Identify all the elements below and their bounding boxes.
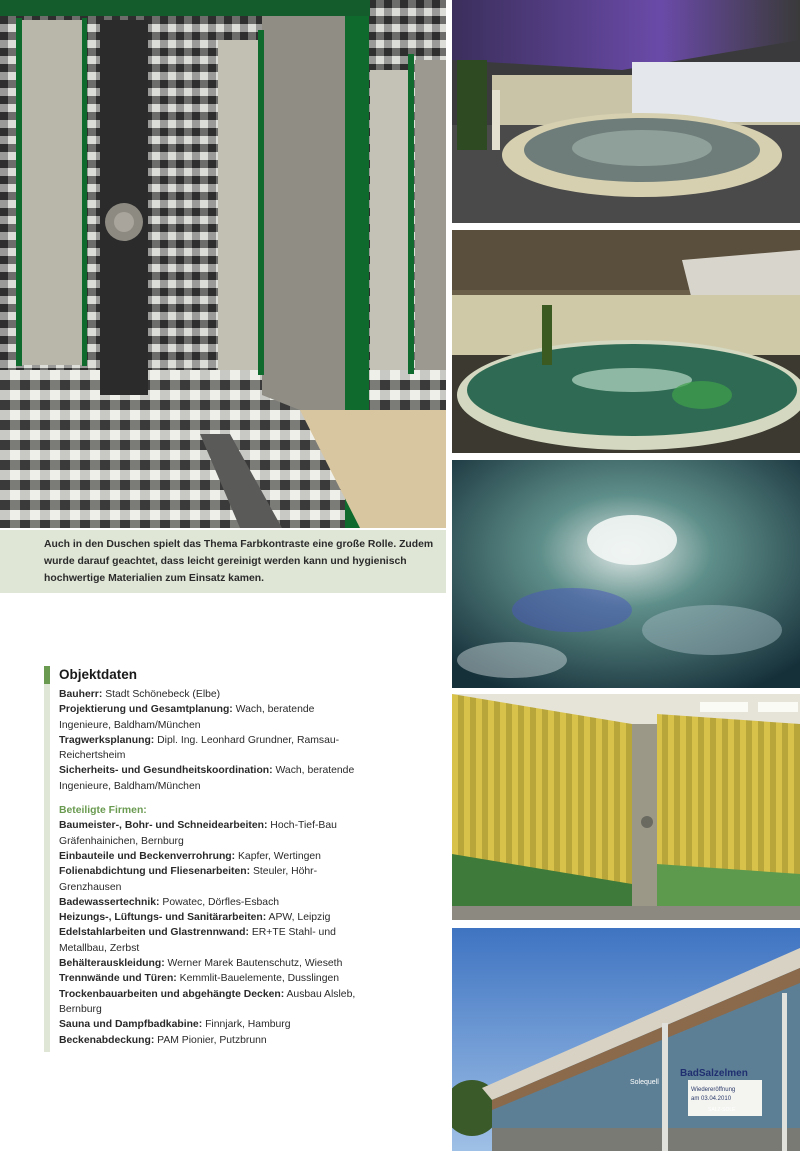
firm-entry: Sauna und Dampfbadkabine: Finnjark, Hamburg	[59, 1019, 291, 1031]
entry-projektierung: Projektierung und Gesamtplanung: Wach, beratende Ingenieure, Baldham/München	[59, 704, 315, 731]
objektdaten-title: Objektdaten	[59, 667, 138, 682]
building-name-sign: BadSalzelmen	[680, 1068, 748, 1079]
firm-entry: Baumeister-, Bohr- und Schneidearbeiten: Hoch-Tief-Bau Gräfenhainichen, Bernburg	[59, 820, 337, 847]
building-left-sign: Solequell	[630, 1079, 659, 1086]
water-bubbles-photo	[452, 460, 800, 688]
firm-entry: Beckenabdeckung: PAM Pionier, Putzbrunn	[59, 1034, 267, 1046]
entry-bauherr: Bauherr: Stadt Schönebeck (Elbe)	[59, 689, 221, 700]
section-bar	[44, 666, 50, 1052]
banner-line-2: am 03.04.2010	[691, 1096, 732, 1102]
firm-entry: Badewassertechnik: Powatec, Dörfles-Esbach	[59, 896, 280, 908]
shower-photo	[0, 0, 446, 528]
photo-caption: Auch in den Duschen spielt das Thema Farbkontraste eine große Rolle. Zudem wurde darauf geachtet, dass leicht gereinigt werden kann und hygienisch hochwertige Materialien zum Einsatz kamen.	[44, 539, 434, 584]
banner-line-3: SALZ-SOLE	[708, 1107, 736, 1113]
firm-entry: Trennwände und Türen: Kemmlit-Bauelemente, Dusslingen	[59, 973, 340, 985]
firms-heading: Beteiligte Firmen:	[59, 805, 147, 817]
pool-hall-photo	[452, 0, 800, 223]
tiled-showers-photo	[452, 694, 800, 920]
round-pool-photo	[452, 230, 800, 453]
firm-entry: Behälterauskleidung: Werner Marek Bautenschutz, Wieseth	[59, 958, 343, 970]
entry-sicherheitskoordination: Sicherheits- und Gesundheitskoordination: Wach, beratende Ingenieure, Baldham/München	[59, 765, 355, 792]
photo-caption-box	[0, 530, 446, 593]
objektdaten-content	[59, 666, 364, 1048]
firm-entry: Folienabdichtung und Fliesenarbeiten: Steuler, Höhr-Grenzhausen	[59, 866, 318, 893]
firm-entry: Edelstahlarbeiten und Glastrennwand: ER+TE Stahl- und Metallbau, Zerbst	[59, 927, 336, 954]
firm-entry: Heizungs-, Lüftungs- und Sanitärarbeiten: APW, Leipzig	[59, 912, 331, 924]
entry-tragwerksplanung: Tragwerksplanung: Dipl. Ing. Leonhard Grundner, Ramsau-Reichertsheim	[59, 734, 340, 762]
banner-line-1: Wiedereröffnung	[691, 1087, 736, 1093]
building-exterior-photo	[452, 928, 800, 1151]
firm-entry: Trockenbauarbeiten und abgehängte Decken: Ausbau Alsleb, Bernburg	[59, 988, 356, 1015]
section-bar-accent	[44, 666, 50, 684]
firm-entry: Einbauteile und Beckenverrohrung: Kapfer, Wertingen	[59, 850, 321, 862]
